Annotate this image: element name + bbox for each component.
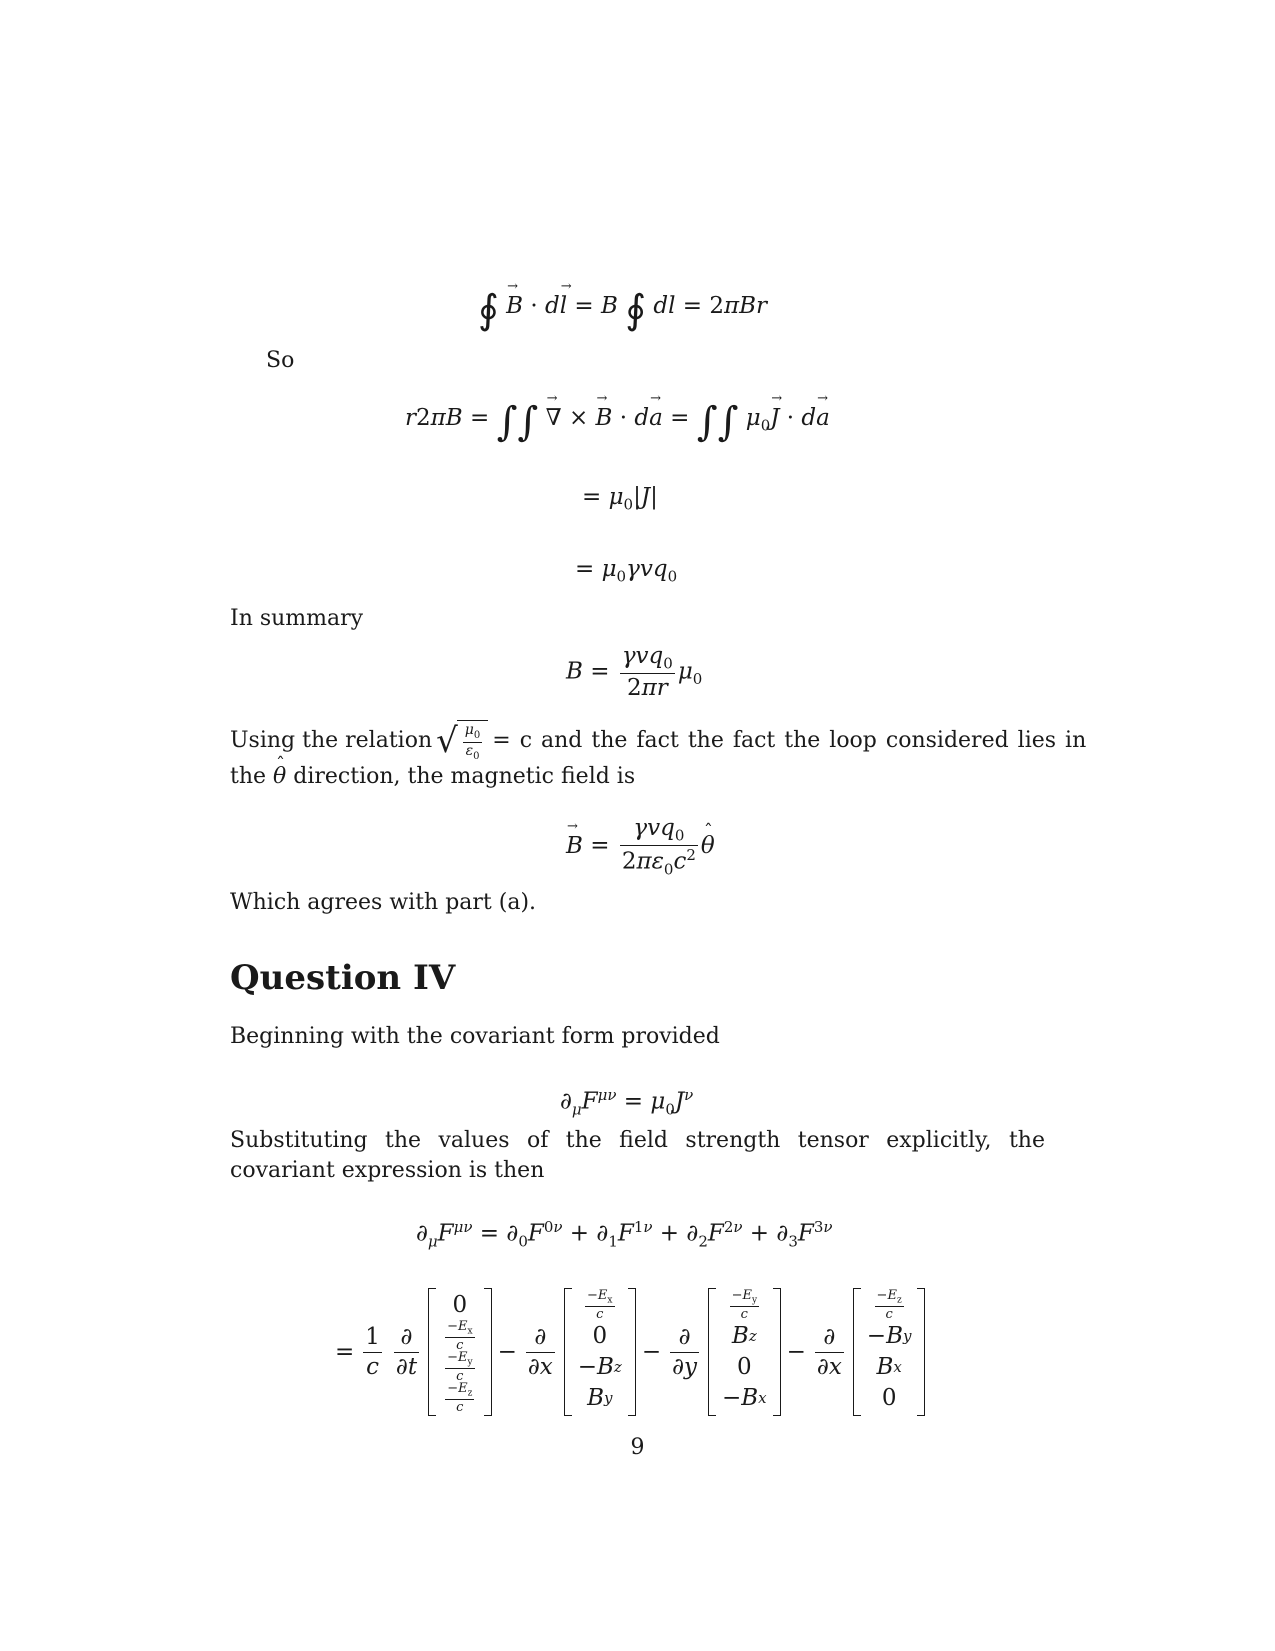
theta-hat-symbol: θ ˆ [273, 762, 286, 792]
page-number: 9 [630, 1435, 645, 1460]
equation-ampere-loop: ∮ B → · dl → = B ∮ dl = 2πBr [478, 290, 767, 330]
text-beginning: Beginning with the covariant form provided [230, 1024, 720, 1049]
text-the: the [230, 764, 267, 789]
section-heading: Question IV [230, 958, 456, 998]
matrix-column-1: $\frac{-E_x}{c}$ 0 − B z B y [564, 1288, 636, 1416]
equation-B-magnitude: B = $\frac{\gamma vq_0}{2\pi r}$ $\mu_0$ [566, 643, 703, 702]
text-so: So [266, 348, 295, 373]
matrix-column-2: $\frac{-E_y}{c}$ B z 0 − B x [708, 1288, 781, 1416]
equation-mu0-J: = $\mu_0|J|$ [582, 484, 658, 514]
equation-B-vector: B → = $\frac{\gamma vq_0}{2\pi\varepsilon_0c^2}$ θ ˆ [566, 814, 715, 879]
sqrt-mu0-eps0: √ $\frac{\mu_0}{\varepsilon_0}$ [436, 720, 488, 763]
text-direction-line [230, 762, 635, 792]
equation-expansion: $\partial_\mu F^{\mu\nu} = \partial_0F^{0\nu} + \partial_1F^{1\nu} + \partial_2F^{2\nu} + \partial_3F^{3\nu}$ [416, 1218, 833, 1251]
equation-matrix-expansion: = $\frac{1}{c}$ $\frac{\partial}{\partial t}$ 0 $\frac{-E_x}{c}$ $\frac{-E_y}{c}$ $\frac{-E_z}{c}$ − $\frac{\partial}{\partial x}$ $\frac{-E_x}{c}$ 0 − B z B y − $\frac{\partial}{\partial y}$ $\frac{-E_y}{c}$ B z 0 − B x − $\frac{\partial}{\partial x}$ $\frac{-E_z}{c}$ − B y B x 0 [335, 1288, 925, 1416]
text-agrees: Which agrees with part (a). [230, 890, 537, 915]
equation-covariant-form: $\partial_\mu F^{\mu\nu} = \mu_0J^\nu$ [560, 1086, 694, 1119]
matrix-column-0: 0 $\frac{-E_x}{c}$ $\frac{-E_y}{c}$ $\frac{-E_z}{c}$ [428, 1288, 492, 1416]
text-relation-rest: = c and the fact the fact the loop considered lies in [492, 728, 1087, 754]
text-direction: direction, the magnetic field is [293, 764, 636, 789]
text-relation-line [230, 720, 1087, 763]
equation-mu0-gamma: = $\mu_0\gamma vq_0$ [575, 556, 678, 586]
equation-stokes: r2πB = ∫∫ ∇ → × B → · da → = ∫∫ $\mu_0J$ → · da → [405, 402, 830, 442]
text-in-summary: In summary [230, 606, 364, 631]
text-substituting: Substituting the values of the field strength tensor explicitly, the covariant expression is then [230, 1128, 1045, 1183]
matrix-column-3: $\frac{-E_z}{c}$ − B y B x 0 [853, 1288, 926, 1416]
text-using-relation: Using the relation [230, 728, 433, 754]
